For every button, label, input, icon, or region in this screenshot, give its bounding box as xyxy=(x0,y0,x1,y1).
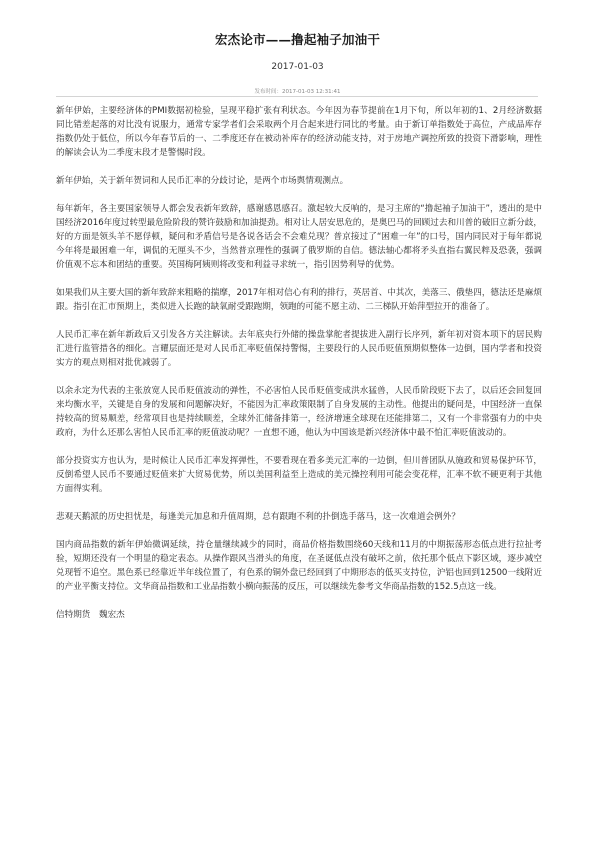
paragraph-9: 国内商品指数的新年伊始微调延续，持仓量继续减少的同时，商品价格指数围绕60天线和11月的中期振荡形态低点进行拉扯考验，短期还没有一个明显的稳定表态。从操作跟风当滑头的角度，在圣诞低点没有破坏之前，依托那个低点下影区域，逐步减空兑现暂不追空。黑色系已经靠近半年线位置了，有色系的铜外盘已经回到了中期形态的低买支持位，沪铝也回到12500一线附近的产业平衡支持位。文华商品指数和工业品指数小横向振荡的反压，可以继续先参考文华商品指数的152.5点这一线。 xyxy=(56,540,542,592)
paragraph-6: 以余永定为代表的主张放宽人民币贬值波动的弹性，不必害怕人民币贬值变成洪水猛兽，人民币阶段贬下去了，以后还会回复回来均衡水平，关键是自身的发展和问题解决好，不能因为汇率政策限制了自身发展的主动性。他提出的疑问是，中国经济一直保持较高的贸易顺差，经常项目也是持续顺差，全球外汇储备排第一，经济增速全球现在还能排第二，又有一个非常强有力的中央政府，为什么还那么害怕人民币汇率的贬值波动呢？一直想不通，他认为中国该是新兴经济体中最不怕汇率贬值波动的。 xyxy=(56,386,542,438)
paragraph-1: 新年伊始，主要经济体的PMI数据初检验，呈现平稳扩张有利状态。今年因为春节提前在1月下旬，所以年初的1、2月经济数据同比错差起落的对比没有说服力，通常专家学者们会采取两个月合起来进行同比的考量。由于新订单指数处于高位，产成品库存指数仍处于低位，所以今年春节后的一、二季度还存在被动补库存的经济动能支持，对于房地产调控所致的投资下滑影响，理性的解读会认为二季度末段才是警惕时段。 xyxy=(56,106,542,158)
header-divider xyxy=(56,96,538,97)
paragraph-3: 每年新年，各主要国家领导人都会发表新年致辞，感谢感恩感召。激起较大反响的，是习主席的“撸起袖子加油干”，透出的是中国经济2016年度过转型最危险阶段的赞许鼓励和加油提劲。相对让人居安思危的，是奥巴马的回顾过去和川普的破旧立新分歧，好的方面是领头羊不愿俘顿，疑问和矛盾信号是各说各话会不会难兑现？普京接过了“困难一年”的口号，国内同民对于每年都说今年将是最困难一年，调侃的无厘头不少，当然普京理性的强调了俄罗斯的自信。德法轴心都将矛头直指右翼民粹及恐袭，强调价值观不忘本和团结的重要。英国梅阿姨则将改变和利益寻求统一，指引因势利导的优势。 xyxy=(56,204,542,270)
paragraph-8: 悲观天鹅派的历史担忧是，每逢美元加息和升值周期，总有跟跑不利的扑倒选手落马，这一次难道会例外？ xyxy=(56,512,460,522)
article-body xyxy=(56,104,542,636)
paragraph-5: 人民币汇率在新年新政后又引发各方关注解读。去年底央行外储的操盘掌舵者提拔进入副行长序列，新年初对资本项下的居民购汇进行监管措各的细化。言耀层面还是对人民币汇率贬值保持警惕，主要段行的人民币贬值预期似整体一边倒，国内学者和投资实方的观点则相对批优减弱了。 xyxy=(56,330,542,368)
article-title: 宏杰论市——撸起袖子加油干 xyxy=(214,32,381,47)
paragraph-2: 新年伊始，关于新年贺词和人民币汇率的分歧讨论，是两个市场舆情观测点。 xyxy=(56,176,349,186)
publish-time: 发布时间：2017-01-03 12:31:41 xyxy=(254,89,341,95)
paragraph-4: 如果我们从主要大国的新年致辞来粗略的揣摩，2017年相对信心有利的排行，英居首、中其次，美落三、俄垫四，德法还是麻烦跟。指引在汇市预期上，类似进入长跑的缺氧耐受跟跑期，领跑的可能不愿主动、二三梯队开始萍型拉开的准备了。 xyxy=(56,288,542,312)
paragraph-7: 部分投资实方也认为，是时候让人民币汇率发挥弹性，不要看现在看多美元汇率的一边倒，但川普团队从施政和贸易保护环节，反倒希望人民币不要通过贬值来扩大贸易优势，所以美国利益至上造成的美元操控利用可能会变花样，汇率不软不硬更利于其他方面得实利。 xyxy=(56,456,542,494)
author-signature: 信特期货 魏宏杰 xyxy=(56,610,125,620)
article-date: 2017-01-03 xyxy=(271,62,324,72)
